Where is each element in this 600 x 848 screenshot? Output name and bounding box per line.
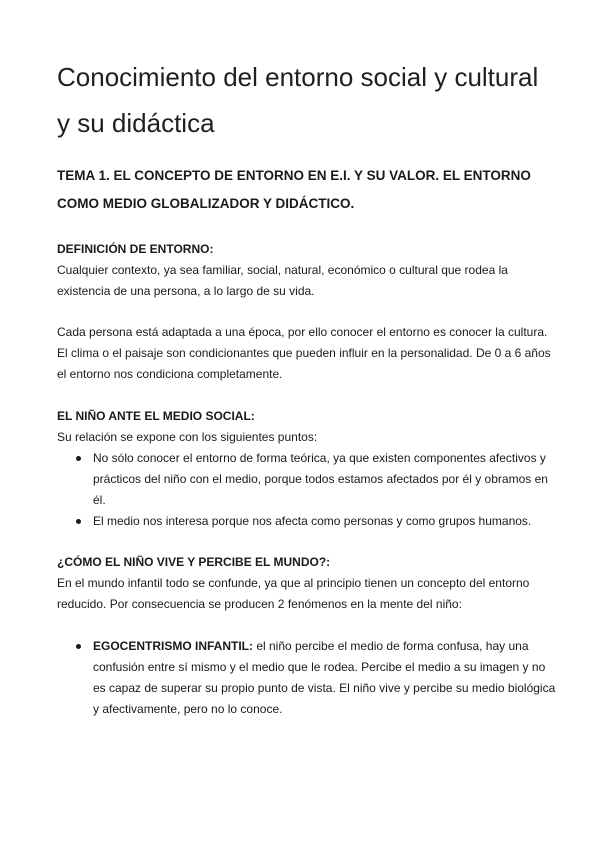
egocentrism-list	[57, 636, 557, 720]
egocentrism-text: el niño percibe el medio de forma confusa, hay una confusión entre sí mismo y el medio que le rodea. Percibe el medio a su imagen y no es capaz de superar su propio punto de vista. El niño vive y percibe su medio biológica y afectivamente, pero no lo conoce.	[93, 639, 556, 716]
egocentrism-term: EGOCENTRISMO INFANTIL:	[93, 639, 253, 653]
bullet-dot-icon	[76, 456, 81, 461]
egocentrism-block	[57, 636, 557, 720]
list-item	[57, 636, 557, 720]
section-heading: TEMA 1. EL CONCEPTO DE ENTORNO EN E.I. Y SU VALOR. EL ENTORNO COMO MEDIO GLOBALIZADOR Y DIDÁCTICO.	[57, 168, 531, 211]
list-item	[57, 511, 557, 532]
world-perception-heading: ¿CÓMO EL NIÑO VIVE Y PERCIBE EL MUNDO?:	[57, 555, 331, 569]
social-medium-heading: EL NIÑO ANTE EL MEDIO SOCIAL:	[57, 409, 255, 423]
world-perception-block	[57, 552, 557, 615]
definition-block	[57, 239, 557, 302]
world-perception-text: En el mundo infantil todo se confunde, ya que al principio tienen un concepto del entorno reducido. Por consecuencia se producen 2 fenómenos en la mente del niño:	[57, 576, 530, 611]
social-medium-intro: Su relación se expone con los siguientes puntos:	[57, 430, 318, 444]
definition-text: Cualquier contexto, ya sea familiar, social, natural, económico o cultural que rodea la existencia de una persona, a lo largo de su vida.	[57, 263, 508, 298]
list-item	[57, 448, 557, 511]
bullet-dot-icon	[76, 644, 81, 649]
list-item-text: No sólo conocer el entorno de forma teórica, ya que existen componentes afectivos y prácticos del niño con el medio, porque todos estamos afectados por él y obramos en él.	[93, 451, 548, 507]
list-item-text: El medio nos interesa porque nos afecta como personas y como grupos humanos.	[93, 514, 532, 528]
bullet-dot-icon	[76, 519, 81, 524]
epoca-paragraph: Cada persona está adaptada a una época, por ello conocer el entorno es conocer la cultura. El clima o el paisaje son condicionantes que pueden influir en la personalidad. De 0 a 6 años el entorno nos condiciona completamente.	[57, 325, 551, 381]
social-medium-list	[57, 448, 557, 532]
document-title: Conocimiento del entorno social y cultural y su didáctica	[57, 62, 539, 138]
definition-heading: DEFINICIÓN DE ENTORNO:	[57, 242, 214, 256]
social-medium-block	[57, 406, 557, 532]
epoca-paragraph-block	[57, 322, 557, 385]
